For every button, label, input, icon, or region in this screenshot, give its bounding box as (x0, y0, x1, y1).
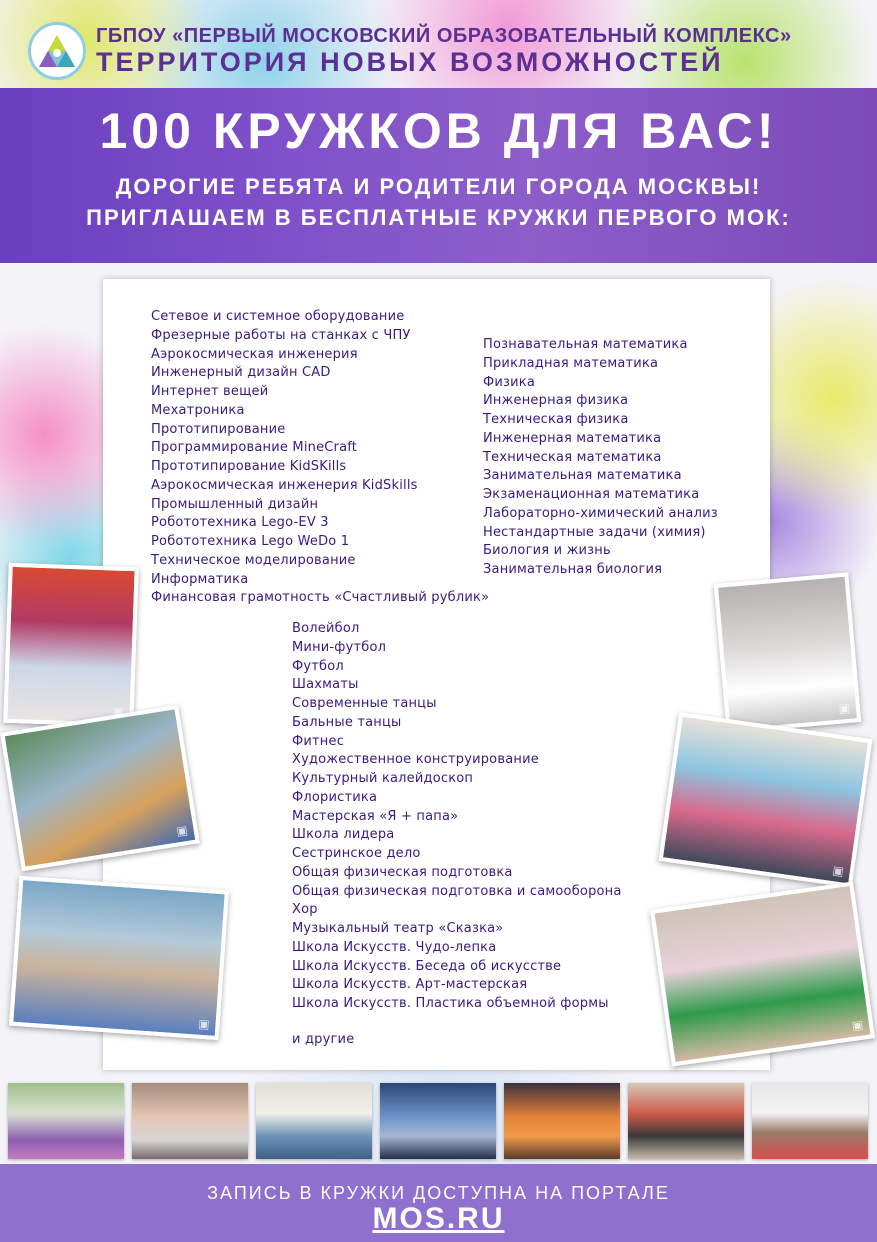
list-item: Мастерская «Я + папа» (292, 808, 459, 824)
list-item: Школа лидера (292, 827, 395, 843)
list-item: Инженерная физика (483, 393, 629, 409)
portal-link[interactable]: MOS.RU (372, 1202, 505, 1235)
photo-icon: ▣ (197, 1016, 211, 1032)
list-item: Техническое моделирование (151, 552, 356, 568)
list-item: Школа Искусств. Пластика объемной формы (292, 996, 609, 1011)
thumbnail-photo (628, 1083, 744, 1159)
photo-stage-performance (3, 563, 139, 727)
list-item: Робототехника Lego-EV 3 (151, 515, 329, 531)
list-item: Экзаменационная математика (483, 487, 700, 502)
page-title: 100 КРУЖКОВ ДЛЯ ВАС! (99, 103, 778, 159)
photo-girl-craft (650, 882, 875, 1067)
list-item: Общая физическая подготовка и самооборона (292, 883, 622, 899)
photo-icon: ▣ (175, 822, 189, 839)
list-item: Познавательная математика (483, 337, 688, 352)
list-item: Интернет вещей (151, 384, 269, 399)
signup-note: ЗАПИСЬ В КРУЖКИ ДОСТУПНА НА ПОРТАЛЕ (207, 1183, 670, 1203)
list-item: Футбол (292, 658, 344, 674)
list-item: Нестандартные задачи (химия) (483, 524, 706, 540)
photo-ballroom-dance (714, 572, 862, 733)
list-item: Культурный калейдоскоп (292, 771, 474, 786)
list-item: Робототехника Lego WeDo 1 (151, 534, 350, 549)
list-item: Общая физическая подготовка (292, 864, 513, 880)
list-item: Прикладная математика (483, 355, 659, 371)
list-item: Финансовая грамотность «Счастливый рублик» (151, 590, 490, 606)
list-item: Прототипирование (151, 421, 286, 437)
list-item: Хор (292, 902, 318, 918)
banner-subtitle-line1: ДОРОГИЕ РЕБЯТА И РОДИТЕЛИ ГОРОДА МОСКВЫ! (115, 174, 762, 199)
photo-icon: ▣ (112, 704, 124, 719)
list-item: Аэрокосмическая инженерия KidSkills (151, 477, 418, 493)
photo-kids-art (0, 705, 200, 871)
photo-kids-group (659, 712, 873, 888)
header (0, 0, 877, 88)
list-item: Фрезерные работы на станках с ЧПУ (151, 327, 411, 343)
list-item: Шахматы (292, 677, 359, 693)
org-name: ГБПОУ «ПЕРВЫЙ МОСКОВСКИЙ ОБРАЗОВАТЕЛЬНЫЙ КОМПЛЕКС» (96, 25, 792, 47)
list-item: Современные танцы (292, 696, 437, 711)
logo-icon (28, 22, 86, 80)
list-item: Инженерная математика (483, 430, 662, 446)
footer (0, 1164, 877, 1242)
thumbnail-photo (752, 1083, 868, 1159)
list-item: Музыкальный театр «Сказка» (292, 921, 504, 936)
org-tagline: ТЕРРИТОРИЯ НОВЫХ ВОЗМОЖНОСТЕЙ (96, 47, 724, 77)
photo-icon: ▣ (831, 863, 845, 879)
list-item: Инженерный дизайн CAD (151, 365, 331, 381)
list-item: Занимательная математика (483, 468, 682, 484)
list-item: Аэрокосмическая инженерия (151, 346, 358, 362)
list-item: Школа Искусств. Беседа об искусстве (292, 958, 562, 974)
list-item: Занимательная биология (483, 562, 663, 577)
list-item: Биология и жизнь (483, 543, 611, 559)
creative-sport-clubs-list (292, 620, 622, 1014)
list-item: Сестринское дело (292, 846, 421, 861)
list-item: Бальные танцы (292, 714, 402, 730)
photo-robotics (9, 876, 229, 1040)
thumbnail-photo (504, 1083, 620, 1159)
list-item: Физика (483, 374, 536, 390)
list-item: Мехатроника (151, 402, 245, 418)
thumbnail-photo (132, 1083, 248, 1159)
list-item: Мини-футбол (292, 639, 387, 655)
banner-subtitle-line2: ПРИГЛАШАЕМ В БЕСПЛАТНЫЕ КРУЖКИ ПЕРВОГО МОК: (86, 205, 791, 230)
list-item: Программирование MineCraft (151, 440, 358, 456)
list-item: Промышленный дизайн (151, 496, 319, 512)
list-item: Прототипирование KidSKills (151, 459, 347, 474)
list-item: Техническая математика (483, 449, 662, 465)
list-item: Техническая физика (483, 412, 629, 427)
list-item: Лабораторно-химический анализ (483, 505, 718, 521)
list-item: Школа Искусств. Чудо-лепка (292, 939, 497, 955)
title-banner (0, 88, 877, 263)
thumbnail-photo (380, 1083, 496, 1159)
list-item: Флористика (292, 789, 378, 805)
list-item: Школа Искусств. Арт-мастерская (292, 977, 528, 993)
others-note: и другие (292, 1032, 355, 1047)
photo-icon: ▣ (850, 1017, 864, 1034)
thumbnail-photo (256, 1083, 372, 1159)
science-clubs-list (483, 336, 718, 580)
photo-icon: ▣ (838, 700, 851, 716)
list-item: Информатика (151, 571, 249, 587)
list-item: Волейбол (292, 621, 360, 636)
list-item: Сетевое и системное оборудование (151, 309, 405, 324)
list-item: Художественное конструирование (292, 752, 539, 768)
technical-clubs-list (151, 308, 489, 608)
thumbnail-photo (8, 1083, 124, 1159)
list-item: Фитнес (292, 733, 345, 749)
